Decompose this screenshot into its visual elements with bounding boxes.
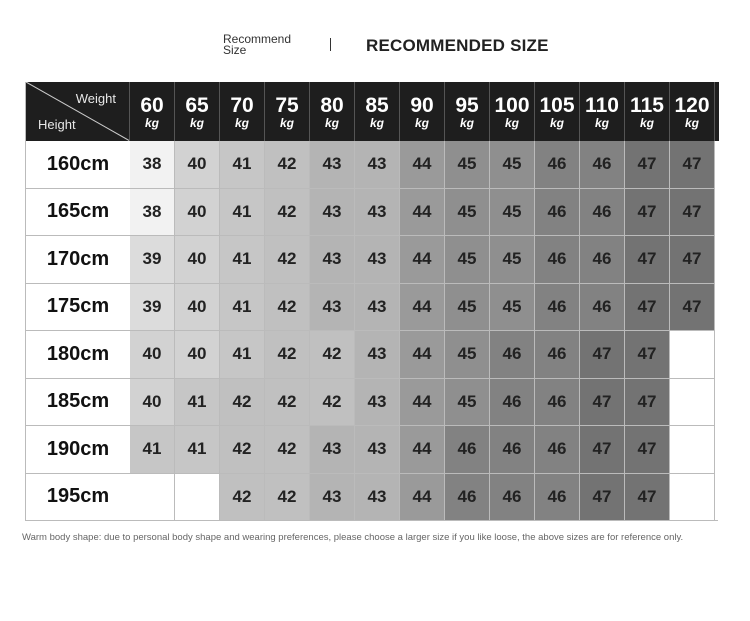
size-cell: 43 [310, 426, 355, 474]
corner-weight-label: Weight [75, 91, 116, 106]
size-cell: 43 [355, 331, 400, 379]
size-cell: 39 [130, 236, 175, 284]
weight-header-110 [580, 82, 625, 141]
weight-value: 70 [230, 94, 254, 117]
size-cell: 47 [625, 426, 670, 474]
size-cell: 46 [535, 331, 580, 379]
size-cell: 44 [400, 236, 445, 284]
size-cell: 41 [220, 331, 265, 379]
size-cell: 41 [220, 284, 265, 332]
weight-header-105 [535, 82, 580, 141]
size-cell: 41 [220, 141, 265, 189]
size-cell: 38 [130, 189, 175, 237]
size-cell: 40 [175, 284, 220, 332]
size-cell: 44 [400, 189, 445, 237]
size-cell: 41 [220, 189, 265, 237]
height-label-170cm: 170cm [26, 236, 131, 284]
size-cell: 45 [490, 236, 535, 284]
weight-header-70 [220, 82, 265, 141]
weight-unit: kg [594, 116, 609, 130]
height-label-180cm: 180cm [26, 331, 131, 379]
size-cell: 43 [355, 189, 400, 237]
size-cell: 43 [355, 236, 400, 284]
weight-header-60 [130, 82, 175, 141]
size-cell: 44 [400, 284, 445, 332]
height-label-185cm: 185cm [26, 379, 131, 427]
weight-value: 80 [320, 94, 344, 117]
empty-cell [175, 474, 220, 522]
weight-unit: kg [549, 116, 564, 130]
header [0, 0, 750, 80]
size-cell: 44 [400, 474, 445, 522]
size-cell: 42 [265, 331, 310, 379]
recommend-size-label [223, 34, 291, 56]
size-cell: 40 [130, 379, 175, 427]
size-cell: 43 [310, 284, 355, 332]
weight-value: 115 [630, 94, 664, 117]
size-cell: 45 [445, 284, 490, 332]
size-cell: 39 [130, 284, 175, 332]
title-separator [330, 38, 331, 51]
size-cell: 47 [580, 379, 625, 427]
weight-unit: kg [324, 116, 339, 130]
weight-unit: kg [459, 116, 474, 130]
size-cell: 42 [265, 236, 310, 284]
weight-unit: kg [189, 116, 204, 130]
size-cell: 47 [625, 379, 670, 427]
height-label-165cm: 165cm [26, 189, 131, 237]
weight-unit: kg [279, 116, 294, 130]
weight-value: 85 [365, 94, 389, 117]
size-cell: 43 [355, 141, 400, 189]
size-cell: 42 [310, 331, 355, 379]
size-cell: 47 [580, 331, 625, 379]
empty-cell [130, 474, 175, 522]
weight-header-75 [265, 82, 310, 141]
size-cell: 40 [175, 236, 220, 284]
corner-header-cell [26, 82, 130, 141]
weight-unit: kg [639, 116, 654, 130]
size-cell: 45 [445, 189, 490, 237]
weight-value: 105 [539, 94, 575, 117]
weight-unit: kg [684, 116, 699, 130]
size-cell: 43 [310, 141, 355, 189]
size-cell: 46 [535, 379, 580, 427]
weight-unit: kg [504, 116, 519, 130]
weight-unit: kg [144, 116, 159, 130]
weight-value: 90 [410, 94, 434, 117]
size-cell: 47 [670, 189, 715, 237]
size-cell: 46 [490, 474, 535, 522]
height-label-175cm: 175cm [26, 284, 131, 332]
size-cell: 45 [490, 141, 535, 189]
size-cell: 42 [265, 474, 310, 522]
size-cell: 46 [580, 141, 625, 189]
size-cell: 47 [580, 426, 625, 474]
size-cell: 41 [130, 426, 175, 474]
size-cell: 45 [490, 189, 535, 237]
size-chart-table [25, 82, 718, 521]
weight-unit: kg [369, 116, 384, 130]
size-cell: 45 [445, 331, 490, 379]
weight-value: 120 [674, 94, 710, 117]
size-cell: 42 [265, 284, 310, 332]
size-cell: 42 [265, 189, 310, 237]
empty-cell [670, 474, 715, 522]
weight-header-80 [310, 82, 355, 141]
size-cell: 43 [355, 379, 400, 427]
size-cell: 46 [490, 331, 535, 379]
size-cell: 43 [310, 474, 355, 522]
size-cell: 46 [535, 141, 580, 189]
weight-value: 75 [275, 94, 299, 117]
footnote: Warm body shape: due to personal body shape and wearing preferences, please choose a larger size if you like loose, the above sizes are for reference only. [22, 532, 684, 543]
weight-header-115 [625, 82, 670, 141]
size-cell: 47 [670, 141, 715, 189]
size-cell: 45 [445, 141, 490, 189]
weight-value: 65 [185, 94, 209, 117]
height-label-195cm: 195cm [26, 474, 131, 522]
size-cell: 40 [130, 331, 175, 379]
size-cell: 43 [355, 426, 400, 474]
size-cell: 41 [175, 426, 220, 474]
size-cell: 46 [490, 379, 535, 427]
weight-value: 60 [140, 94, 164, 117]
size-cell: 42 [310, 379, 355, 427]
size-cell: 47 [625, 141, 670, 189]
size-cell: 47 [580, 474, 625, 522]
height-label-190cm: 190cm [26, 426, 131, 474]
size-cell: 42 [265, 379, 310, 427]
size-cell: 47 [625, 474, 670, 522]
weight-value: 100 [494, 94, 530, 117]
size-cell: 47 [625, 189, 670, 237]
weight-value: 95 [455, 94, 479, 117]
size-cell: 47 [625, 331, 670, 379]
size-cell: 40 [175, 331, 220, 379]
size-cell: 46 [580, 189, 625, 237]
size-cell: 43 [355, 284, 400, 332]
weight-header-90 [400, 82, 445, 141]
size-cell: 47 [625, 284, 670, 332]
height-label-160cm: 160cm [26, 141, 131, 189]
size-cell: 38 [130, 141, 175, 189]
size-cell: 42 [220, 474, 265, 522]
size-cell: 45 [445, 379, 490, 427]
size-cell: 42 [220, 379, 265, 427]
size-cell: 44 [400, 379, 445, 427]
empty-cell [670, 379, 715, 427]
size-cell: 45 [445, 236, 490, 284]
weight-unit: kg [414, 116, 429, 130]
size-cell: 47 [625, 236, 670, 284]
corner-height-label: Height [38, 117, 76, 132]
weight-header-65 [175, 82, 220, 141]
size-cell: 43 [310, 236, 355, 284]
size-cell: 41 [220, 236, 265, 284]
size-cell: 46 [535, 426, 580, 474]
weight-value: 110 [585, 94, 619, 117]
weight-header-row [26, 82, 719, 141]
size-cell: 40 [175, 141, 220, 189]
weight-header-85 [355, 82, 400, 141]
size-cell: 43 [310, 189, 355, 237]
size-cell: 46 [535, 236, 580, 284]
size-cell: 42 [220, 426, 265, 474]
weight-header-100 [490, 82, 535, 141]
size-cell: 44 [400, 141, 445, 189]
size-cell: 46 [580, 284, 625, 332]
weight-unit: kg [234, 116, 249, 130]
weight-header-95 [445, 82, 490, 141]
size-cell: 46 [535, 474, 580, 522]
recommend-size-line2: Size [223, 43, 247, 57]
size-cell: 44 [400, 426, 445, 474]
size-cell: 42 [265, 426, 310, 474]
page-title: RECOMMENDED SIZE [366, 36, 549, 55]
recommend-size-line1: Recommend [223, 32, 292, 46]
size-cell: 46 [490, 426, 535, 474]
size-cell: 46 [445, 474, 490, 522]
size-cell: 45 [490, 284, 535, 332]
empty-cell [670, 331, 715, 379]
size-cell: 46 [580, 236, 625, 284]
size-cell: 42 [265, 141, 310, 189]
size-cell: 47 [670, 236, 715, 284]
size-cell: 46 [535, 284, 580, 332]
size-cell: 47 [670, 284, 715, 332]
size-cell: 43 [355, 474, 400, 522]
size-cell: 46 [445, 426, 490, 474]
size-cell: 41 [175, 379, 220, 427]
size-cell: 44 [400, 331, 445, 379]
size-cell: 46 [535, 189, 580, 237]
empty-cell [670, 426, 715, 474]
size-cell: 40 [175, 189, 220, 237]
weight-header-120 [670, 82, 715, 141]
